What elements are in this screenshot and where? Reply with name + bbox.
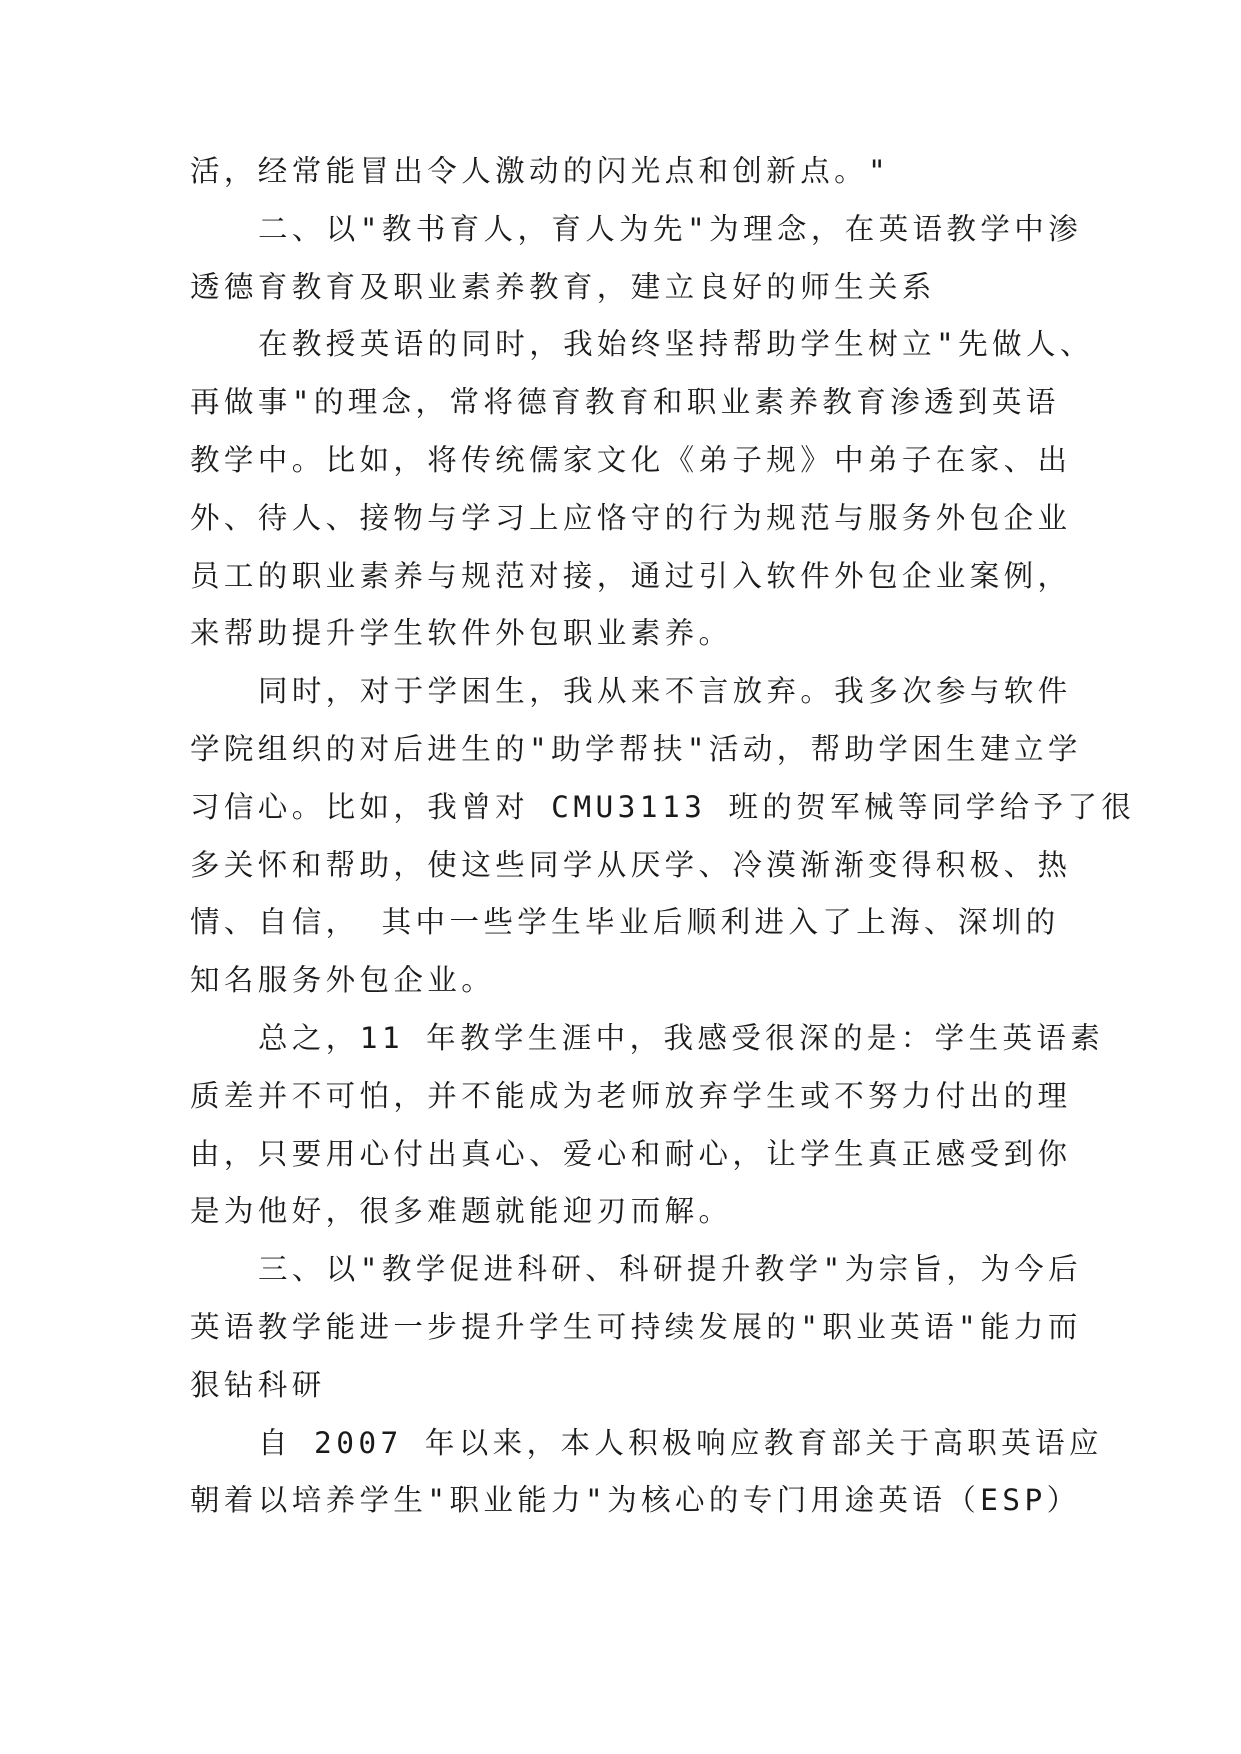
text-line: 来帮助提升学生软件外包职业素养。: [190, 616, 733, 651]
text-line: 教学中。比如，将传统儒家文化《弟子规》中弟子在家、出: [190, 442, 1072, 477]
text-line: 是为他好，很多难题就能迎刃而解。: [190, 1194, 733, 1229]
text-line: 习信心。比如，我曾对 CMU3113 班的贺军械等同学给予了很: [190, 789, 1136, 824]
text-line: 在教授英语的同时，我始终坚持帮助学生树立"先做人、: [258, 327, 1094, 362]
text-line: 质差并不可怕，并不能成为老师放弃学生或不努力付出的理: [190, 1078, 1072, 1113]
text-line: 英语教学能进一步提升学生可持续发展的"职业英语"能力而: [190, 1309, 1082, 1344]
text-line: 透德育教育及职业素养教育，建立良好的师生关系: [190, 269, 936, 304]
text-line: 自 2007 年以来，本人积极响应教育部关于高职英语应: [258, 1425, 1103, 1460]
text-line: 总之，11 年教学生涯中，我感受很深的是：学生英语素: [258, 1020, 1105, 1055]
text-line: 三、以"教学促进科研、科研提升教学"为宗旨，为今后: [258, 1252, 1083, 1287]
text-line: 员工的职业素养与规范对接，通过引入软件外包企业案例，: [190, 558, 1072, 593]
text-line: 外、待人、接物与学习上应恪守的行为规范与服务外包企业: [190, 500, 1072, 535]
text-line: 同时，对于学困生，我从来不言放弃。我多次参与软件: [258, 674, 1072, 709]
text-line: 多关怀和帮助，使这些同学从厌学、冷漠渐渐变得积极、热: [190, 847, 1072, 882]
text-line: 知名服务外包企业。: [190, 963, 496, 998]
text-line: 活，经常能冒出令人激动的闪光点和创新点。": [190, 154, 891, 188]
body-text: [190, 143, 1136, 1530]
text-line: 情、自信， 其中一些学生毕业后顺利进入了上海、深圳的: [190, 905, 1060, 940]
text-line: 由，只要用心付出真心、爱心和耐心，让学生真正感受到你: [190, 1136, 1072, 1171]
text-line: 再做事"的理念，常将德育教育和职业素养教育渗透到英语: [190, 385, 1060, 420]
text-line: 狠钻科研: [190, 1367, 326, 1402]
text-line: 朝着以培养学生"职业能力"为核心的专门用途英语（ESP）: [190, 1483, 1081, 1518]
text-line: 二、以"教书育人，育人为先"为理念，在英语教学中渗: [258, 211, 1083, 246]
text-line: 学院组织的对后进生的"助学帮扶"活动，帮助学困生建立学: [190, 731, 1082, 766]
